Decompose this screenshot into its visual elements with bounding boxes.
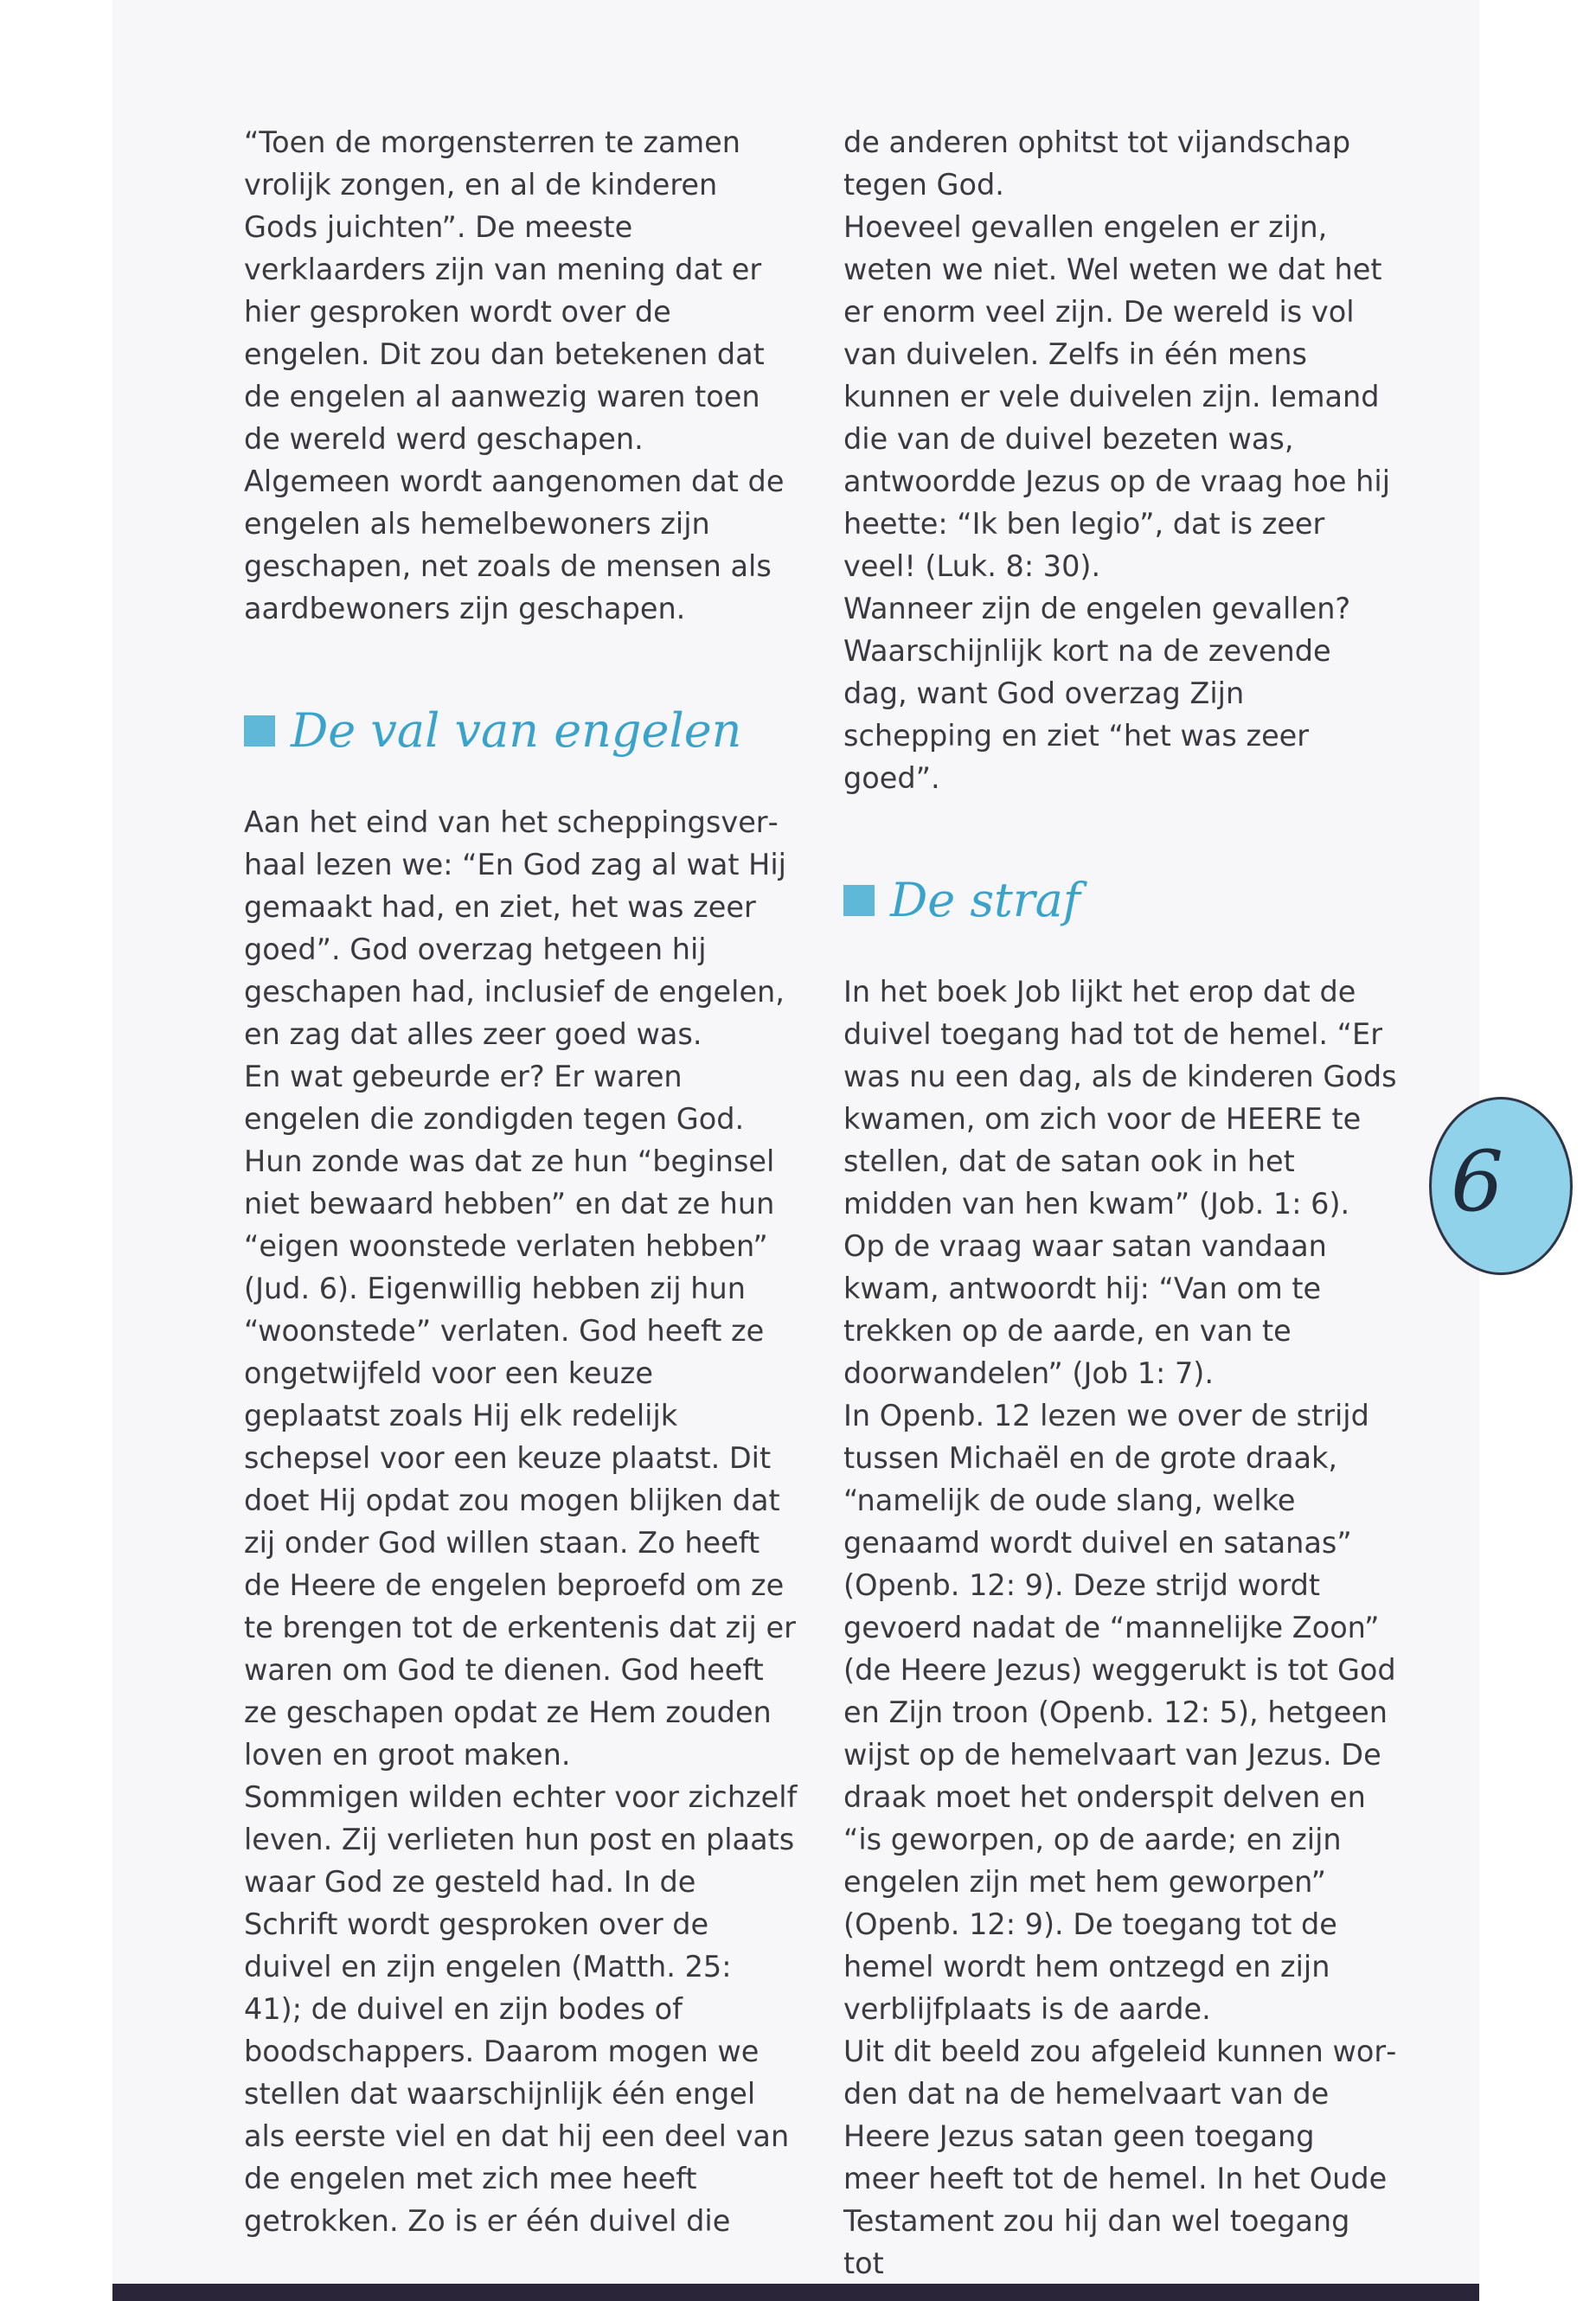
heading-square-icon (843, 885, 875, 916)
section-heading-fall (244, 692, 798, 770)
left-column (244, 121, 798, 2242)
heading-text: De val van engelen (291, 703, 742, 758)
heading-square-icon (244, 715, 275, 747)
page-bottom-edge (112, 2284, 1479, 2301)
right-paragraph-3: Wanneer zijn de engelen gevallen? Waarschijnlijk kort na de zevende dag, want God overzag Zijn schepping en ziet “het was zeer goed”. (843, 592, 1351, 795)
right-paragraph-6: Uit dit beeld zou afgeleid kunnen worden dat na de hemelvaart van de Heere Jezus satan geen toegang meer heeft tot de hemel. In het Oude Testament zou hij dan wel toegang tot (843, 2035, 1397, 2280)
left-paragraph-3: En wat gebeurde er? Er waren engelen die zondigden tegen God. Hun zonde was dat ze hun “beginsel niet bewaard hebben” en dat ze hun “eigen woonstede verlaten hebben” (Jud. 6). Eigenwillig hebben zij hun “woonstede” verlaten. God heeft ze ongetwijfeld voor een keuze geplaatst zoals Hij elk redelijk schepsel voor een keuze plaatst. Dit doet Hij opdat zou mogen blijken dat zij onder God willen staan. Zo heeft de Heere de engelen beproefd om ze te brengen tot de erkentenis dat zij er waren om God te dienen. God heeft ze geschapen opdat ze Hem zouden loven en groot maken. (244, 1060, 796, 1772)
chapter-tab (1429, 1097, 1573, 1275)
left-paragraph-4: Sommigen wilden echter voor zichzelf leven. Zij verlieten hun post en plaats waar God ze gesteld had. In de Schrift wordt gesproken over de duivel en zijn engelen (Matth. 25: 41); de duivel en zijn bodes of boodschappers. Daarom mogen we stellen dat waarschijnlijk één engel als eerste viel en dat hij een deel van de engelen met zich mee heeft getrokken. Zo is er één duivel die (244, 1780, 798, 2238)
left-paragraph-1: “Toen de morgensterren te zamen vrolijk zongen, en al de kinderen Gods juichten”. De meeste verklaarders zijn van mening dat er hier gesproken wordt over de engelen. Dit zou dan betekenen dat de engelen al aanwezig waren toen de wereld werd geschapen. Algemeen wordt aangenomen dat de engelen als hemelbewoners zijn geschapen, net zoals de mensen als aardbewoners zijn geschapen. (244, 125, 785, 625)
heading-text: De straf (890, 873, 1080, 927)
right-paragraph-5: In Openb. 12 lezen we over de strijd tussen Michaël en de grote draak, “namelijk de oude slang, welke genaamd wordt duivel en satanas” (Openb. 12: 9). Deze strijd wordt gevoerd nadat de “mannelijke Zoon” (de Heere Jezus) weggerukt is tot God en Zijn troon (Openb. 12: 5), hetgeen wijst op de hemelvaart van Jezus. De draak moet het onderspit delven en “is geworpen, op de aarde; en zijn engelen zijn met hem geworpen” (Openb. 12: 9). De toegang tot de hemel wordt hem ontzegd en zijn verblijfplaats is de aarde. (843, 1399, 1396, 2026)
right-paragraph-1: de anderen ophitst tot vijandschap tegen God. (843, 125, 1351, 202)
right-column (843, 121, 1397, 2285)
left-paragraph-2: Aan het eind van het scheppingsverhaal lezen we: “En God zag al wat Hij gemaakt had, en ziet, het was zeer goed”. God overzag hetgeen hij geschapen had, inclusief de engelen, en zag dat alles zeer goed was. (244, 805, 786, 1051)
section-heading-punishment (843, 862, 1397, 939)
chapter-number: 6 (1451, 1133, 1504, 1230)
right-paragraph-4: In het boek Job lijkt het erop dat de duivel toegang had tot de hemel. “Er was nu een dag, als de kinderen Gods kwamen, om zich voor de HEERE te stellen, dat de satan ook in het midden van hen kwam” (Job. 1: 6). Op de vraag waar satan vandaan kwam, antwoordt hij: “Van om te trekken op de aarde, en van te doorwandelen” (Job 1: 7). (843, 975, 1397, 1390)
right-paragraph-2: Hoeveel gevallen engelen er zijn, weten we niet. Wel weten we dat het er enorm veel zijn. De wereld is vol van duivelen. Zelfs in één mens kunnen er vele duivelen zijn. Iemand die van de duivel bezeten was, antwoordde Jezus op de vraag hoe hij heette: “Ik ben legio”, dat is zeer veel! (Luk. 8: 30). (843, 210, 1391, 583)
